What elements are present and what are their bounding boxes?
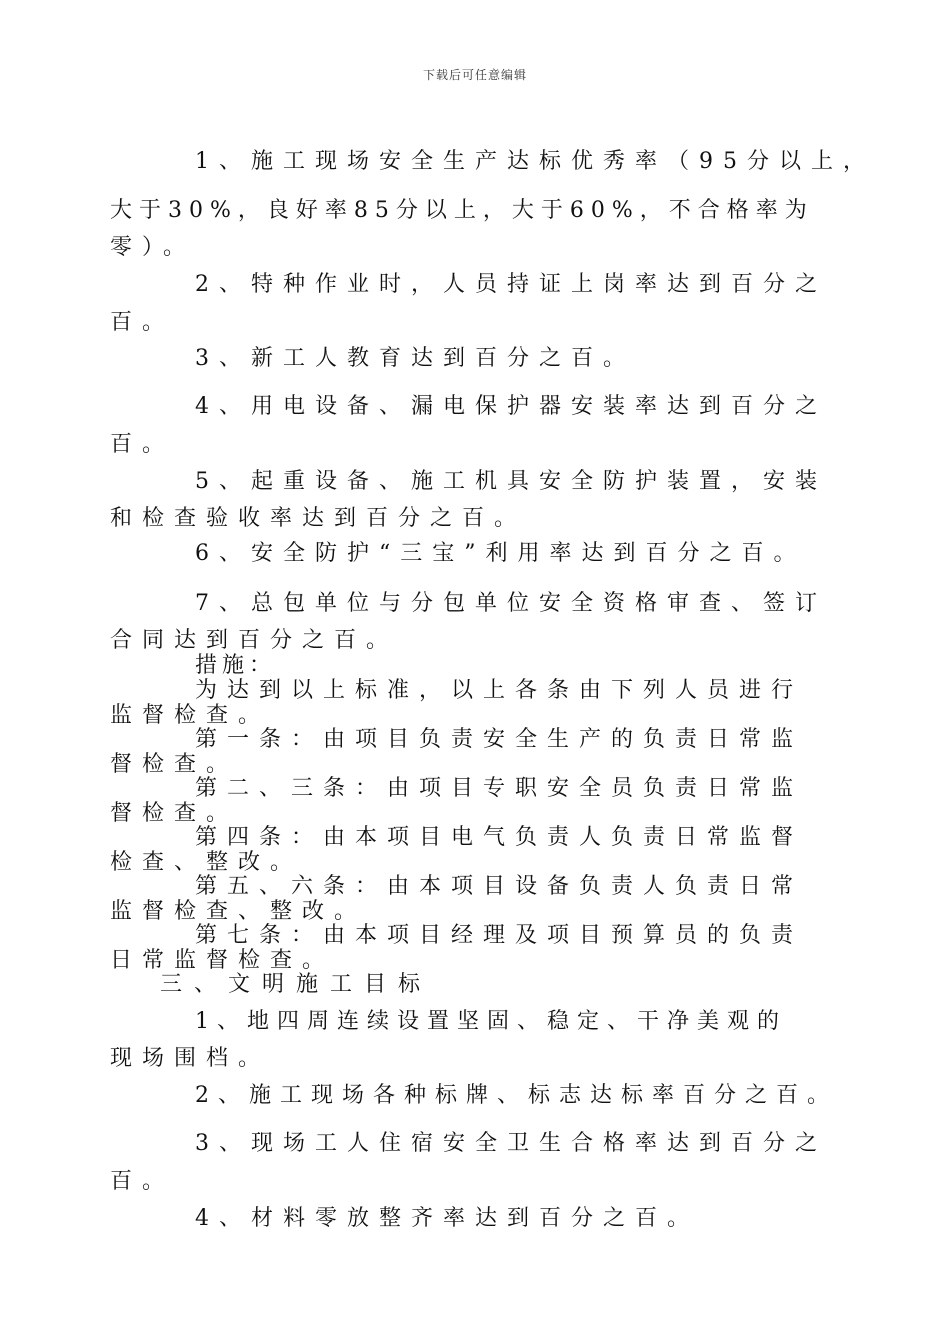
section-label: 措施：: [195, 653, 277, 678]
text-line: 第一条：由项目负责安全生产的负责日常监: [195, 727, 804, 752]
text-line: 百。: [110, 432, 175, 457]
text-line: 第七条：由本项目经理及项目预算员的负责: [195, 923, 804, 948]
text-line: 4、材料零放整齐率达到百分之百。: [195, 1206, 699, 1231]
text-line: 4、用电设备、漏电保护器安装率达到百分之: [195, 394, 827, 419]
text-line: 日常监督检查。: [110, 948, 335, 973]
text-line: 百。: [110, 310, 175, 335]
text-line: 1、施工现场安全生产达标优秀率（95分以上，: [195, 149, 875, 174]
text-line: 为达到以上标准，以上各条由下列人员进行: [195, 678, 804, 703]
text-line: 大于30%，良好率85分以上，大于60%，不合格率为: [110, 198, 814, 223]
text-line: 监督检查。: [110, 703, 271, 728]
section-heading: 三、文明施工目标: [160, 972, 433, 997]
text-line: 和检查验收率达到百分之百。: [110, 506, 527, 531]
text-line: 检查、整改。: [110, 850, 303, 875]
text-line: 2、特种作业时，人员持证上岗率达到百分之: [195, 272, 827, 297]
text-line: 合同达到百分之百。: [110, 628, 399, 653]
text-line: 监督检查、整改。: [110, 899, 367, 924]
text-line: 3、新工人教育达到百分之百。: [195, 346, 635, 371]
text-line: 6、安全防护“三宝”利用率达到百分之百。: [195, 541, 806, 566]
text-line: 1、地四周连续设置坚固、稳定、干净美观的: [195, 1009, 787, 1034]
text-line: 第四条：由本项目电气负责人负责日常监督: [195, 825, 804, 850]
text-line: 百。: [110, 1169, 175, 1194]
text-line: 督检查。: [110, 801, 239, 826]
text-line: 第五、六条：由本项目设备负责人负责日常: [195, 874, 804, 899]
text-line: 3、现场工人住宿安全卫生合格率达到百分之: [195, 1131, 827, 1156]
text-line: 第二、三条：由项目专职安全员负责日常监: [195, 776, 804, 801]
page-header: 下载后可任意编辑: [422, 68, 527, 82]
text-line: 5、起重设备、施工机具安全防护装置，安装: [195, 469, 827, 494]
text-line: 现场围档。: [110, 1046, 271, 1071]
text-line: 督检查。: [110, 752, 239, 777]
text-line: 2、施工现场各种标牌、标志达标率百分之百。: [195, 1083, 838, 1108]
text-line: 7、总包单位与分包单位安全资格审查、签订: [195, 591, 827, 616]
text-line: 零）。: [110, 235, 196, 260]
